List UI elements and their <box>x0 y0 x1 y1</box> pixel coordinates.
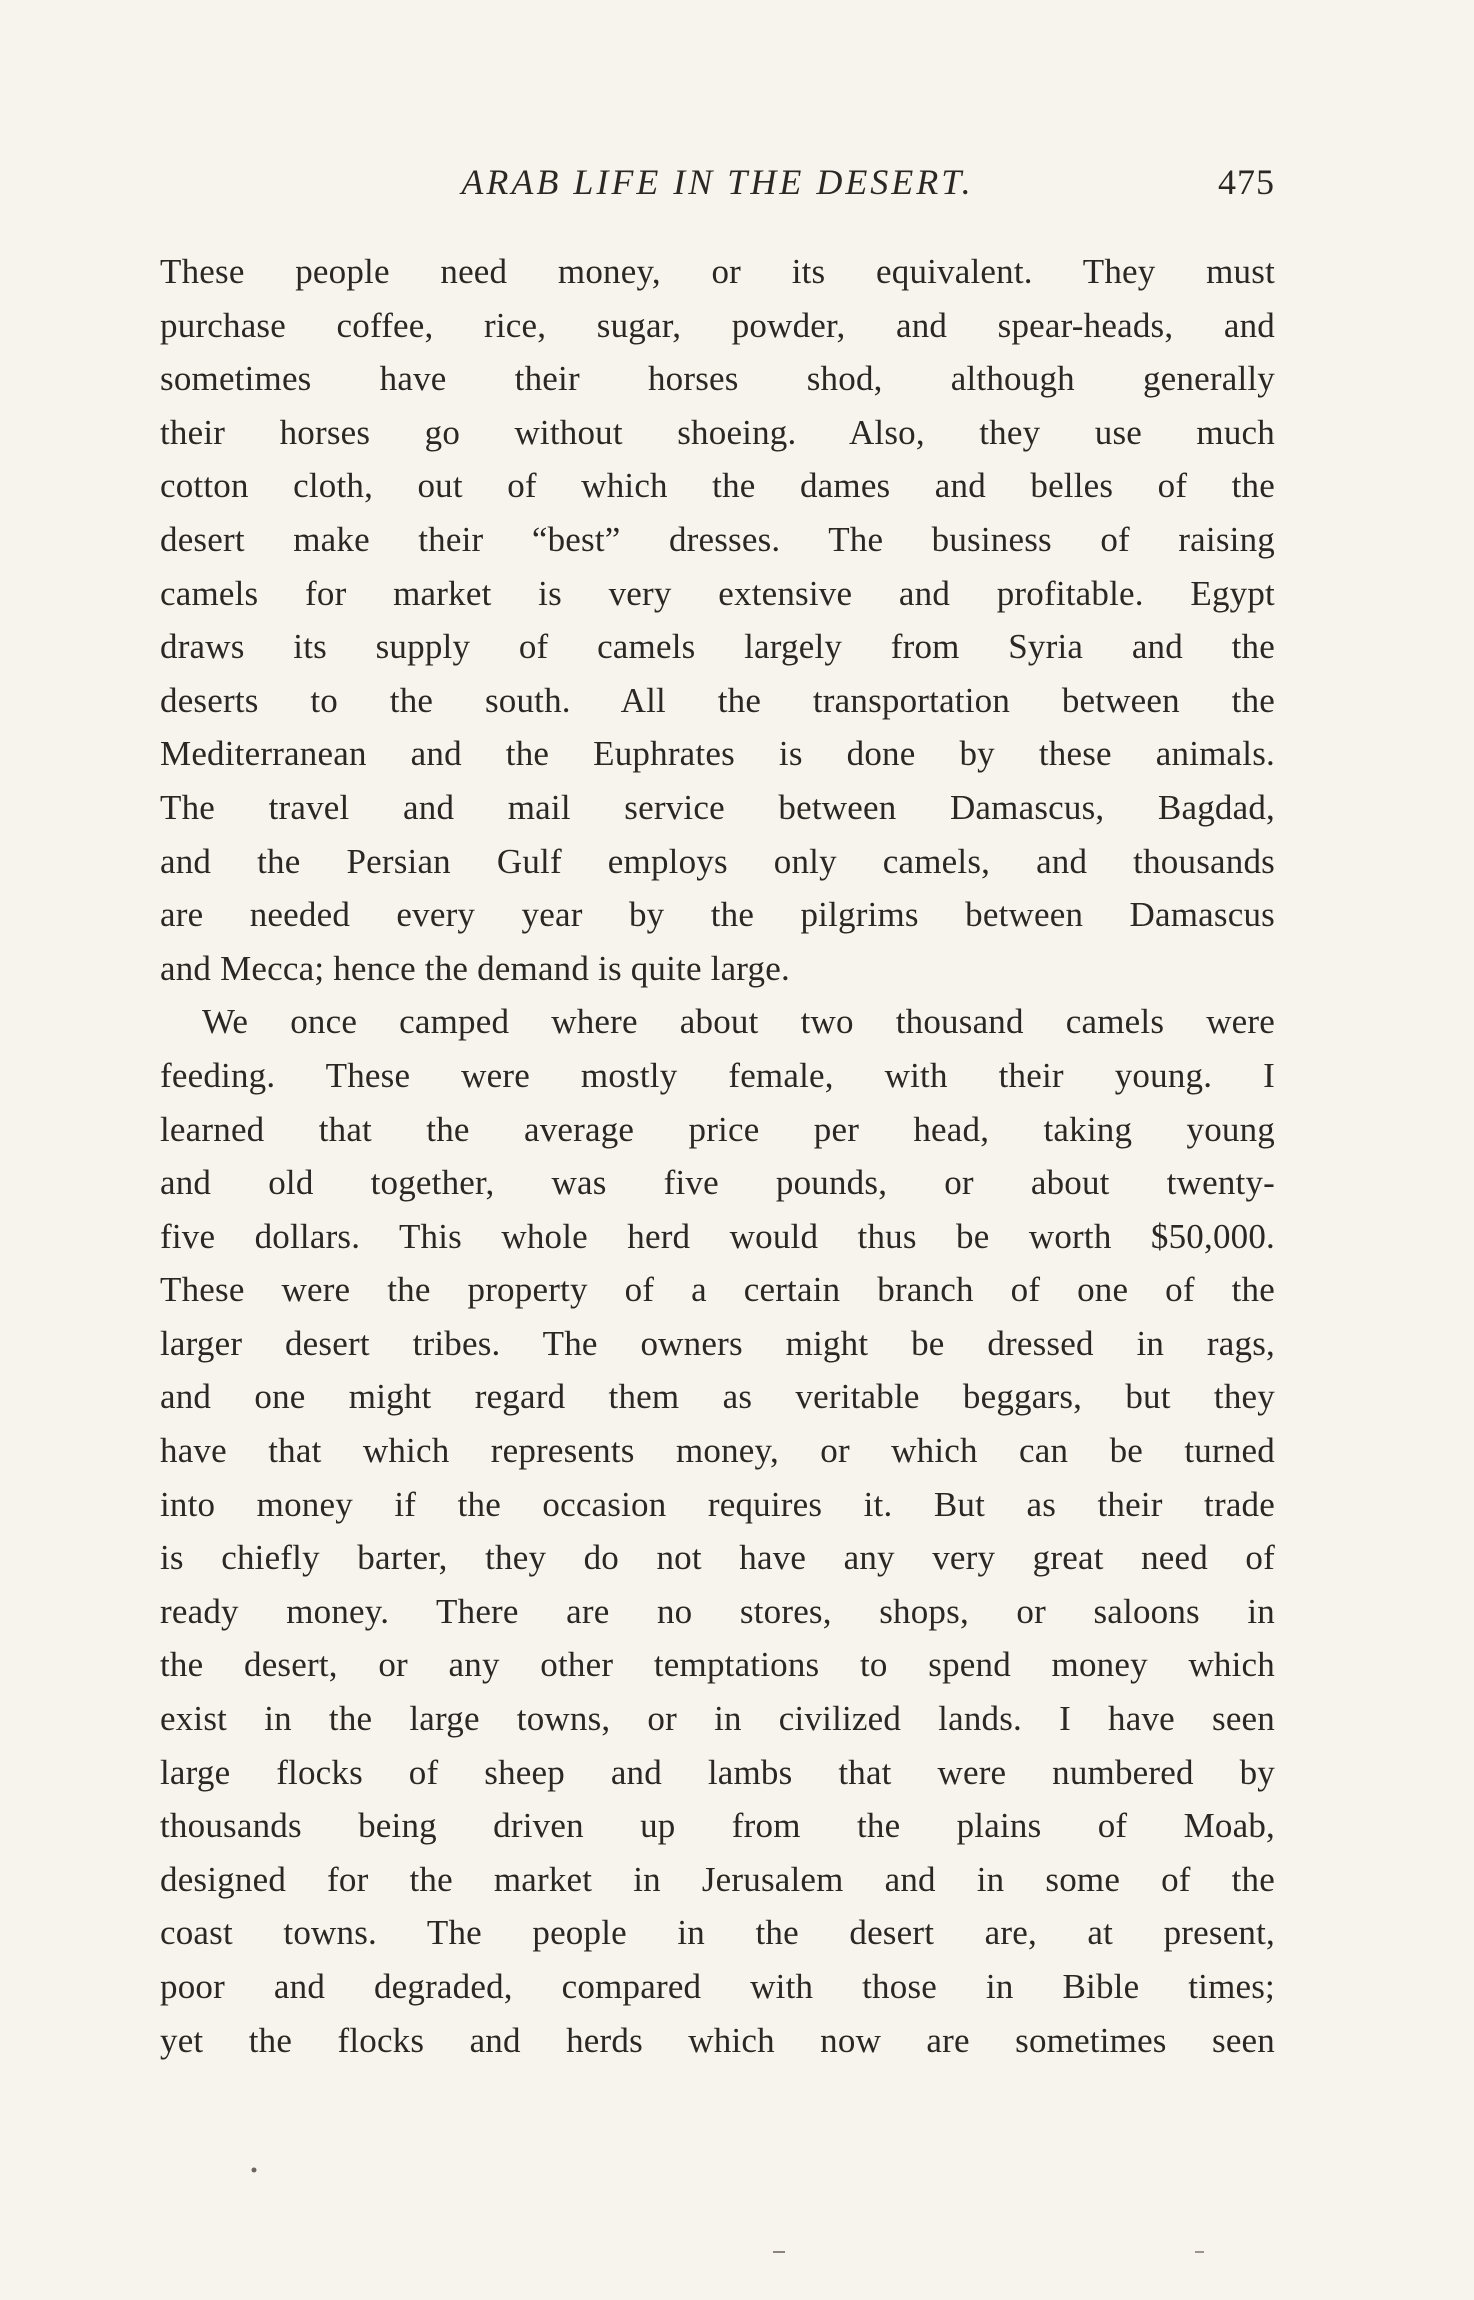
text-line: into money if the occasion requires it. But as their trade <box>160 1484 1275 1524</box>
ink-speck <box>252 2168 257 2173</box>
text-line: their horses go without shoeing. Also, they use much <box>160 412 1275 452</box>
text-line: and old together, was five pounds, or about twenty- <box>160 1163 1275 1203</box>
text-line: have that which represents money, or which can be turned <box>160 1431 1275 1471</box>
paragraph-2 <box>160 995 1275 2067</box>
text-line: camels for market is very extensive and profitable. Egypt <box>160 573 1275 613</box>
text-line: learned that the average price per head, taking young <box>160 1109 1275 1149</box>
text-line: feeding. These were mostly female, with their young. I <box>160 1055 1275 1095</box>
text-line: is chiefly barter, they do not have any very great need of <box>160 1538 1275 1578</box>
text-line: deserts to the south. All the transportation between the <box>160 680 1275 720</box>
text-line: and Mecca; hence the demand is quite large. <box>160 948 790 988</box>
text-line: and the Persian Gulf employs only camels, and thousands <box>160 841 1275 881</box>
text-line: coast towns. The people in the desert are, at present, <box>160 1913 1275 1953</box>
text-line: and one might regard them as veritable beggars, but they <box>160 1377 1275 1417</box>
paragraph-1 <box>160 245 1275 995</box>
body-text <box>160 245 1275 2067</box>
text-line: purchase coffee, rice, sugar, powder, and spear-heads, and <box>160 305 1275 345</box>
text-line: yet the flocks and herds which now are sometimes seen <box>160 2020 1275 2060</box>
text-line: The travel and mail service between Damascus, Bagdad, <box>160 787 1275 827</box>
text-line: designed for the market in Jerusalem and in some of the <box>160 1859 1275 1899</box>
text-line: These were the property of a certain branch of one of the <box>160 1270 1275 1310</box>
text-line: ready money. There are no stores, shops, or saloons in <box>160 1591 1275 1631</box>
text-line: poor and degraded, compared with those in Bible times; <box>160 1967 1275 2006</box>
text-line: cotton cloth, out of which the dames and belles of the <box>160 466 1275 506</box>
text-line: draws its supply of camels largely from Syria and the <box>160 627 1275 667</box>
text-line: the desert, or any other temptations to spend money which <box>160 1645 1275 1685</box>
text-line: exist in the large towns, or in civilized lands. I have seen <box>160 1699 1275 1739</box>
text-line: Mediterranean and the Euphrates is done by these animals. <box>160 734 1275 774</box>
running-title: ARAB LIFE IN THE DESERT. <box>461 162 974 202</box>
text-line: are needed every year by the pilgrims between Damascus <box>160 895 1275 935</box>
running-header <box>160 152 1275 212</box>
ink-speck <box>1195 2251 1204 2253</box>
text-line: We once camped where about two thousand camels were <box>202 1002 1275 1042</box>
text-line: desert make their “best” dresses. The business of raising <box>160 519 1275 559</box>
text-line: sometimes have their horses shod, although generally <box>160 359 1275 399</box>
text-line: five dollars. This whole herd would thus be worth $50,000. <box>160 1216 1275 1256</box>
text-line: These people need money, or its equivalent. They must <box>160 252 1275 291</box>
text-line: large flocks of sheep and lambs that were numbered by <box>160 1752 1275 1792</box>
ink-speck <box>773 2251 785 2253</box>
page-number: 475 <box>1218 162 1275 202</box>
text-line: larger desert tribes. The owners might be dressed in rags, <box>160 1323 1275 1363</box>
text-line: thousands being driven up from the plains of Moab, <box>160 1806 1275 1846</box>
